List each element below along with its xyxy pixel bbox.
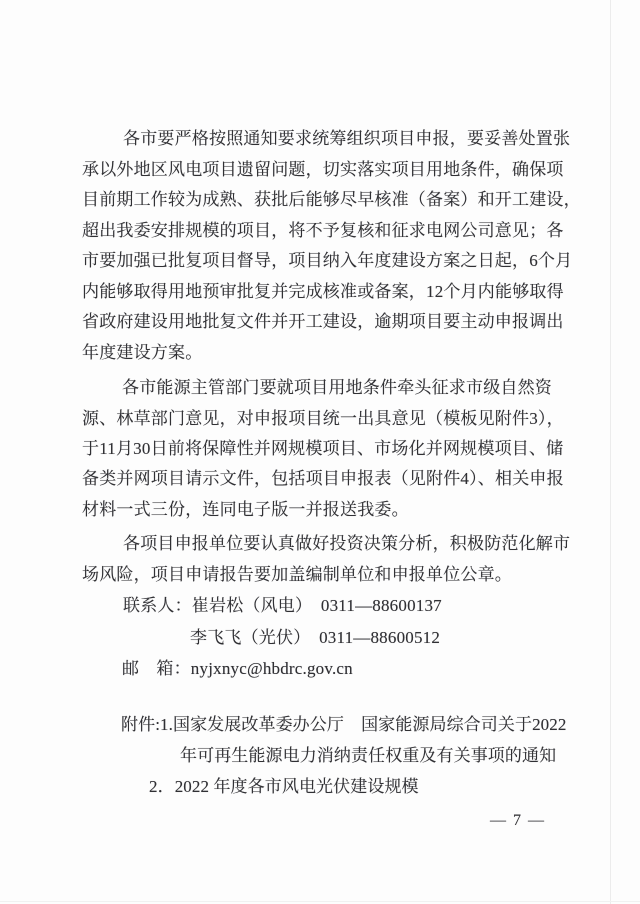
paragraph1-line: 承以外地区风电项目遗留问题，切实落实项目用地条件，确保项 bbox=[82, 160, 564, 179]
contact-wind-line: 联系人：崔岩松（风电） 0311—88600137 bbox=[123, 596, 442, 615]
paragraph1-line: 超出我委安排规模的项目，将不予复核和征求电网公司意见；各 bbox=[82, 221, 564, 240]
paragraph2-line: 于11月30日前将保障性并网规模项目、市场化并网规模项目、储 bbox=[82, 439, 564, 458]
scan-edge-artifact-bottom bbox=[0, 901, 640, 902]
attachment-line-1-cont: 年可再生能源电力消纳责任权重及有关事项的通知 bbox=[180, 746, 557, 765]
paragraph1-line: 市要加强已批复项目督导，项目纳入年度建设方案之日起，6个月 bbox=[82, 251, 573, 270]
paragraph1-line: 内能够取得用地预审批复并完成核准或备案，12个月内能够取得 bbox=[82, 282, 564, 301]
paragraph3-line: 场风险，项目申请报告要加盖编制单位和申报单位公章。 bbox=[82, 565, 512, 584]
paragraph1-line: 年度建设方案。 bbox=[82, 343, 203, 362]
paragraph2-line: 材料一式三份，连同电子版一并报送我委。 bbox=[82, 500, 409, 519]
attachment-line-2: 2．2022 年度各市风电光伏建设规模 bbox=[149, 777, 419, 796]
scan-edge-artifact-right bbox=[610, 0, 611, 904]
paragraph1-line: 目前期工作较为成熟、获批后能够尽早核准（备案）和开工建设， bbox=[82, 190, 581, 209]
paragraph3-line: 各项目申报单位要认真做好投资决策分析，积极防范化解市 bbox=[123, 534, 571, 553]
paragraph2-line: 源、林草部门意见，对申报项目统一出具意见（模板见附件3）， bbox=[82, 409, 564, 428]
paragraph2-line: 各市能源主管部门要就项目用地条件牵头征求市级自然资 bbox=[122, 378, 552, 397]
contact-email-line: 邮 箱：nyjxnyc@hbdrc.gov.cn bbox=[122, 659, 353, 678]
paragraph1-line: 省政府建设用地批复文件并开工建设，逾期项目要主动申报调出 bbox=[82, 312, 564, 331]
paragraph2-line: 备类并网项目请示文件，包括项目申报表（见附件4）、相关申报 bbox=[82, 469, 564, 488]
attachment-line-1: 附件:1.国家发展改革委办公厅 国家能源局综合司关于2022 bbox=[121, 715, 567, 734]
page-number: — 7 — bbox=[490, 812, 546, 829]
paragraph1-line: 各市要严格按照通知要求统筹组织项目申报，要妥善处置张 bbox=[123, 129, 571, 148]
contact-solar-line: 李飞飞（光伏） 0311—88600512 bbox=[190, 628, 441, 647]
